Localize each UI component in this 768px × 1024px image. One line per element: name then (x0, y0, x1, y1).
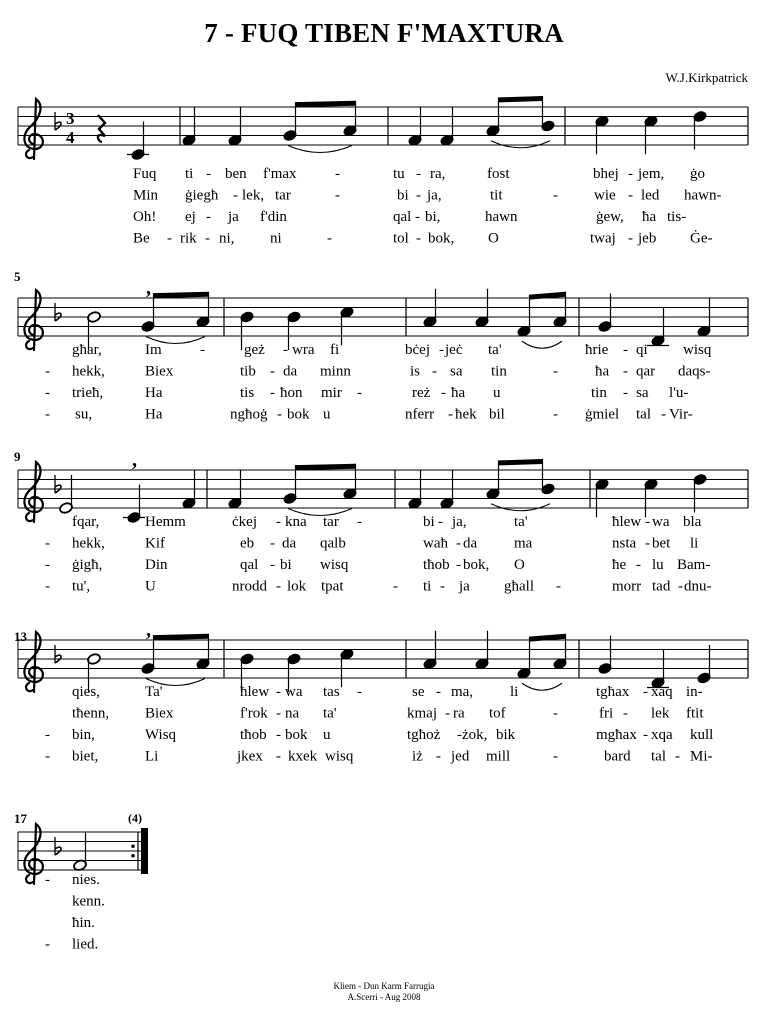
lyric-syllable: ja, (452, 514, 467, 530)
lyric-syllable: tpat (321, 578, 344, 595)
key-signature-flat-icon (55, 303, 61, 321)
lyric-syllable: - (277, 406, 282, 423)
lyric-syllable: tin (491, 363, 507, 380)
lyric-syllable: ħlew (612, 514, 642, 530)
lyric-syllable: - (623, 705, 628, 722)
lyric-syllable: - (276, 684, 281, 700)
lyric-syllable: bhej (593, 166, 619, 182)
lyric-syllable: lied. (72, 936, 99, 953)
lyric-syllable: su, (75, 406, 93, 423)
lyric-syllable: Mi- (690, 748, 713, 765)
repeat-dot (131, 854, 135, 858)
lyric-syllable: żok, (462, 727, 488, 743)
lyric-syllable: nferr (405, 406, 435, 423)
key-signature-flat-icon (55, 837, 61, 855)
lyric-syllable: wa (285, 684, 303, 700)
lyric-syllable: kull (690, 727, 714, 743)
lyric-syllable: jkex (237, 748, 263, 765)
lyric-syllable: biet, (72, 748, 99, 765)
lyric-syllable: fri (599, 705, 614, 722)
lyric-syllable: u (323, 406, 331, 423)
lyric-syllable: ġo (690, 166, 705, 182)
lyric-syllable: se (412, 684, 425, 700)
lyricist-credit: Kliem - Dun Karm Farrugia (333, 981, 435, 991)
lyric-syllable: - (445, 705, 450, 722)
lyric-syllable: - (436, 748, 441, 765)
lyric-syllable: bard (604, 748, 631, 765)
lyric-syllable: - (623, 342, 628, 358)
lyric-syllable: - (415, 209, 420, 225)
lyric-syllable: - (438, 514, 443, 530)
eighth-beam (154, 634, 209, 640)
lyric-syllable: ta' (488, 342, 502, 358)
lyric-syllable: u (323, 727, 331, 743)
lyric-syllable: għall (504, 578, 534, 595)
lyric-syllable: wie (594, 187, 616, 204)
lyric-syllable: ra, (430, 166, 446, 182)
lyric-syllable: tal (651, 748, 666, 765)
repeat-dot (131, 844, 135, 848)
lyric-syllable: ta' (323, 705, 337, 722)
quarter-rest-icon (98, 115, 105, 142)
lyric-syllable: jem, (638, 166, 665, 182)
lyric-syllable: bik (496, 727, 516, 743)
lyric-syllable: ja (459, 578, 470, 595)
lyric-syllable: ftit (686, 705, 704, 722)
lyric-syllable: Be (133, 230, 150, 247)
lyric-syllable: ħa (642, 209, 657, 225)
lyric-syllable: - (456, 557, 461, 573)
lyric-syllable: - (357, 684, 362, 700)
lyric-syllable: reż (412, 385, 431, 401)
lyric-syllable: hekk, (72, 535, 105, 552)
lyric-syllable: - (441, 385, 446, 401)
lyric-syllable: ċkej (232, 514, 257, 530)
lyric-syllable: tis- (667, 209, 687, 225)
lyric-syllable: kxek (288, 748, 318, 765)
lyric-syllable: sa (636, 385, 649, 401)
lyric-syllable: bet (652, 535, 671, 552)
lyric-syllable: bi (423, 514, 435, 530)
lyric-syllable: - (416, 230, 421, 247)
lyric-syllable: lok (287, 578, 307, 595)
lyric-syllable: qar (636, 363, 656, 380)
lyric-syllable: qal (240, 557, 259, 573)
lyric-syllable: hawn- (684, 187, 722, 204)
composer-credit: W.J.Kirkpatrick (665, 70, 748, 85)
lyric-syllable: ti (185, 166, 194, 182)
lyric-syllable: l'u- (669, 385, 689, 401)
lyric-syllable: - (45, 748, 50, 765)
lyric-syllable: ben (225, 166, 247, 182)
lyric-syllable: bok (287, 406, 310, 423)
lyric-syllable: - (623, 385, 628, 401)
lyric-syllable: waħ (423, 535, 448, 552)
lyric-syllable: Vir- (669, 406, 693, 423)
lyric-syllable: tħob (423, 557, 450, 573)
lyric-syllable: - (457, 727, 462, 743)
lyric-syllable: qies, (72, 684, 100, 700)
lyric-syllable: tib (240, 363, 256, 380)
lyric-syllable: bla (683, 514, 702, 530)
lyric-syllable: kenn. (72, 893, 105, 910)
lyric-syllable: hawn (485, 209, 518, 225)
lyric-syllable: tof (489, 705, 506, 722)
lyric-syllable: - (270, 535, 275, 552)
lyric-syllable: f'din (260, 209, 287, 225)
lyric-syllable: tin (591, 385, 607, 401)
lyric-syllable: tas (323, 684, 340, 700)
lyric-syllable: wisq (320, 557, 349, 573)
lyric-syllable: O (488, 230, 499, 247)
lyric-syllable: ħon (280, 385, 303, 401)
lyric-syllable: Bam- (677, 557, 711, 573)
lyric-syllable: u (493, 385, 501, 401)
lyric-syllable: qal (393, 209, 412, 225)
lyric-syllable: bi (397, 187, 409, 204)
lyric-syllable: - (45, 363, 50, 380)
lyric-syllable: Ta' (145, 684, 163, 700)
lyric-syllable: fost (487, 166, 510, 182)
lyric-syllable: tad (652, 578, 671, 595)
lyric-syllable: kmaj (407, 705, 437, 722)
lyric-syllable: - (628, 230, 633, 247)
lyric-syllable: ħe (612, 557, 627, 573)
lyric-syllable: ħa (451, 385, 466, 401)
lyric-syllable: hekk, (72, 363, 105, 380)
slur (288, 146, 352, 153)
lyric-syllable: iż (412, 748, 423, 765)
lyric-syllable: Biex (145, 363, 174, 380)
lyric-syllable: - (45, 578, 50, 595)
treble-clef-icon (24, 290, 42, 350)
eighth-beam (499, 96, 543, 102)
lyric-syllable: f'rok (240, 705, 268, 722)
key-signature-flat-icon (55, 112, 61, 130)
treble-clef-icon (24, 824, 42, 884)
lyric-syllable: ni (270, 230, 282, 247)
lyric-syllable: ta' (514, 514, 528, 530)
lyric-syllable: ti (423, 578, 432, 595)
lyric-syllable: ni, (219, 230, 235, 247)
treble-clef-icon (24, 99, 42, 159)
lyric-syllable: - (45, 727, 50, 743)
lyric-syllable: - (675, 748, 680, 765)
slur (491, 141, 550, 148)
lyric-syllable: - (270, 385, 275, 401)
lyric-syllable: Ha (145, 406, 163, 423)
lyric-syllable: ħrie (585, 342, 609, 358)
lyric-syllable: - (556, 578, 561, 595)
eighth-beam (296, 101, 356, 107)
lyric-syllable: geż (244, 342, 265, 358)
lyric-syllable: - (45, 872, 50, 888)
measure-number: 13 (14, 629, 27, 644)
lyric-syllable: - (553, 748, 558, 765)
lyric-syllable: ġigħ, (72, 557, 103, 573)
lyric-syllable: sa (450, 363, 463, 380)
lyric-syllable: lu (652, 557, 664, 573)
song-title: 7 - FUQ TIBEN F'MAXTURA (204, 18, 564, 48)
time-signature-bottom: 4 (66, 128, 75, 147)
lyric-syllable: Ġe- (690, 230, 713, 247)
lyric-syllable: in- (686, 684, 703, 700)
lyric-syllable: tar (323, 514, 339, 530)
lyric-syllable: - (416, 166, 421, 182)
lyric-syllable: - (553, 406, 558, 423)
lyric-syllable: led (641, 187, 660, 204)
breath-mark: , (146, 619, 151, 641)
lyric-syllable: nies. (72, 872, 100, 888)
arranger-credit: A.Scerri - Aug 2008 (347, 992, 421, 1002)
lyric-syllable: da (463, 535, 478, 552)
lyric-syllable: - (628, 166, 633, 182)
lyric-syllable: - (45, 385, 50, 401)
lyric-syllable: - (416, 187, 421, 204)
lyric-syllable: minn (320, 363, 351, 380)
lyric-syllable: - (645, 535, 650, 552)
lyric-syllable: qalb (320, 535, 346, 552)
lyric-syllable: bok, (463, 557, 490, 573)
lyric-syllable: trieħ, (72, 385, 104, 401)
lyric-syllable: morr (612, 578, 642, 595)
lyric-syllable: - (436, 684, 441, 700)
lyric-syllable: - (439, 342, 444, 358)
lyric-syllable: Ha (145, 385, 163, 401)
repeat-count-mark: (4) (128, 811, 142, 825)
slur (522, 341, 562, 348)
lyric-syllable: ħa (595, 363, 610, 380)
lyric-syllable: - (643, 727, 648, 743)
lyric-syllable: ej (185, 209, 196, 225)
lyric-syllable: tgħax (596, 684, 630, 700)
lyric-syllable: - (335, 166, 340, 182)
lyric-syllable: O (514, 557, 525, 573)
lyric-syllable: jeb (638, 230, 657, 247)
lyric-syllable: għar, (72, 342, 102, 358)
lyric-syllable: - (636, 557, 641, 573)
lyric-syllable: - (45, 936, 50, 953)
lyric-syllable: - (643, 684, 648, 700)
key-signature-flat-icon (55, 645, 61, 663)
lyric-syllable: - (276, 578, 281, 595)
lyric-syllable: - (45, 535, 50, 552)
lyric-syllable: bil (489, 406, 505, 423)
lyric-syllable: ja, (427, 187, 442, 204)
lyric-syllable: Fuq (133, 166, 157, 182)
lyric-syllable: - (276, 705, 281, 722)
lyric-syllable: Din (145, 557, 168, 573)
lyric-syllable: Biex (145, 705, 174, 722)
lyric-syllable: - (276, 727, 281, 743)
lyric-syllable: ra (453, 705, 465, 722)
lyric-syllable: tgħoż (407, 727, 441, 743)
lyric-syllable: jed (451, 748, 470, 765)
lyric-syllable: mir (321, 385, 342, 401)
lyric-syllable: wra (292, 342, 315, 358)
lyric-syllable: - (283, 342, 288, 358)
lyric-syllable: - (553, 363, 558, 380)
lyric-syllable: lek (651, 705, 670, 722)
lyric-syllable: Hemm (145, 514, 186, 530)
lyric-syllable: - (393, 578, 398, 595)
lyric-syllable: Oh! (133, 209, 157, 225)
lyric-syllable: - (628, 187, 633, 204)
lyric-syllable: mgħax (596, 727, 637, 743)
lyric-syllable: tħenn, (72, 705, 110, 722)
final-thick-barline (141, 828, 148, 874)
lyric-syllable: - (623, 363, 628, 380)
lyric-syllable: ja (228, 209, 239, 225)
lyric-syllable: f'max (263, 166, 297, 182)
lyric-syllable: bċej (405, 342, 430, 358)
lyric-syllable: eb (240, 535, 255, 552)
lyric-syllable: - (327, 230, 332, 247)
lyric-syllable: bi (280, 557, 292, 573)
lyric-syllable: ma, (451, 684, 474, 700)
lyric-syllable: bin, (72, 727, 95, 743)
lyric-syllable: - (553, 705, 558, 722)
treble-clef-icon (24, 462, 42, 522)
lyric-syllable: wa (652, 514, 670, 530)
lyric-syllable: fqar, (72, 514, 100, 530)
lyric-syllable: Wisq (145, 727, 177, 743)
slur (491, 504, 550, 511)
lyric-syllable: U (145, 578, 156, 595)
lyric-syllable: wisq (325, 748, 354, 765)
lyric-syllable: ħlew (240, 684, 270, 700)
lyric-syllable: ġmiel (585, 406, 620, 423)
lyric-syllable: - (205, 230, 210, 247)
lyric-syllable: Kif (145, 535, 165, 552)
lyric-syllable: - (335, 187, 340, 204)
lyric-syllable: tħob (240, 727, 267, 743)
lyric-syllable: - (357, 514, 362, 530)
lyric-syllable: - (45, 557, 50, 573)
lyric-syllable: - (276, 514, 281, 530)
lyric-syllable: tu (393, 166, 405, 182)
lyric-syllable: xqa (651, 727, 673, 743)
lyric-syllable: fi (330, 342, 340, 358)
lyric-syllable: - (270, 363, 275, 380)
lyric-syllable: rik (180, 230, 197, 247)
lyric-syllable: kna (285, 514, 307, 530)
lyric-syllable: - (357, 385, 362, 401)
lyric-syllable: xaq (651, 684, 673, 700)
treble-clef-icon (24, 632, 42, 692)
lyric-syllable: da (282, 535, 297, 552)
lyric-syllable: - (270, 557, 275, 573)
time-signature-top: 3 (66, 109, 75, 128)
lyric-syllable: jeċ (445, 342, 463, 358)
lyric-syllable: ħin. (72, 915, 95, 931)
lyric-syllable: li (510, 684, 519, 700)
lyric-syllable: tol (393, 230, 409, 247)
footer-credits (0, 981, 768, 1003)
lyric-syllable: qi (636, 342, 648, 358)
lyric-syllable: tis (240, 385, 255, 401)
lyric-syllable: dnu- (684, 578, 712, 595)
lyric-syllable: - (432, 363, 437, 380)
lyric-syllable: da (283, 363, 298, 380)
lyric-syllable: - (276, 748, 281, 765)
lyric-syllable: li (690, 535, 699, 552)
breath-mark: , (132, 449, 137, 471)
lyric-syllable: - (206, 209, 211, 225)
lyric-syllable: - (200, 342, 205, 358)
lyric-syllable: Min (133, 187, 159, 204)
key-signature-flat-icon (55, 475, 61, 493)
lyric-syllable: bok, (428, 230, 455, 247)
lyric-syllable: Li (145, 748, 159, 765)
lyric-syllable: ngħoġ (230, 406, 268, 423)
lyric-syllable: - (661, 406, 666, 423)
lyric-syllable: nrodd (232, 578, 267, 595)
lyric-syllable: ħek (455, 406, 477, 423)
measure-number: 17 (14, 811, 27, 826)
eighth-beam (499, 459, 543, 465)
lyric-syllable: ġiegħ (185, 187, 219, 204)
lyric-syllable: na (285, 705, 300, 722)
lyric-syllable: wisq (683, 342, 712, 358)
lyric-syllable: tu', (72, 578, 91, 595)
measure-number: 5 (14, 269, 21, 284)
lyric-syllable: is (410, 363, 421, 380)
lyric-syllable: tit (490, 187, 503, 204)
lyric-syllable: - (167, 230, 172, 247)
lyric-syllable: mill (486, 748, 511, 765)
lyric-syllable: - (206, 166, 211, 182)
lyric-syllable: - (456, 535, 461, 552)
lyric-syllable: - (45, 406, 50, 423)
lyric-syllable: - (553, 187, 558, 204)
lyric-syllable: ġew, (596, 209, 624, 225)
lyric-syllable: daqs- (678, 363, 711, 380)
lyric-syllable: - (440, 578, 445, 595)
eighth-beam (296, 464, 356, 470)
lyric-syllable: twaj (590, 230, 616, 247)
lyric-syllable: - (233, 187, 238, 204)
lyric-syllable: - (645, 514, 650, 530)
breath-mark: , (146, 277, 151, 299)
lyric-syllable: - (448, 406, 453, 423)
lyric-syllable: ma (514, 535, 533, 552)
lyric-syllable: tar (275, 187, 291, 204)
lyric-syllable: nsta (612, 535, 637, 552)
eighth-beam (154, 292, 209, 298)
lyric-syllable: tal (636, 406, 651, 423)
lyric-syllable: bi, (425, 209, 441, 225)
lyric-syllable: Im (145, 342, 162, 358)
lyric-syllable: - (678, 578, 683, 595)
slur (522, 683, 562, 690)
measure-number: 9 (14, 449, 21, 464)
lyric-syllable: bok (285, 727, 308, 743)
lyric-syllable: lek, (242, 187, 265, 204)
